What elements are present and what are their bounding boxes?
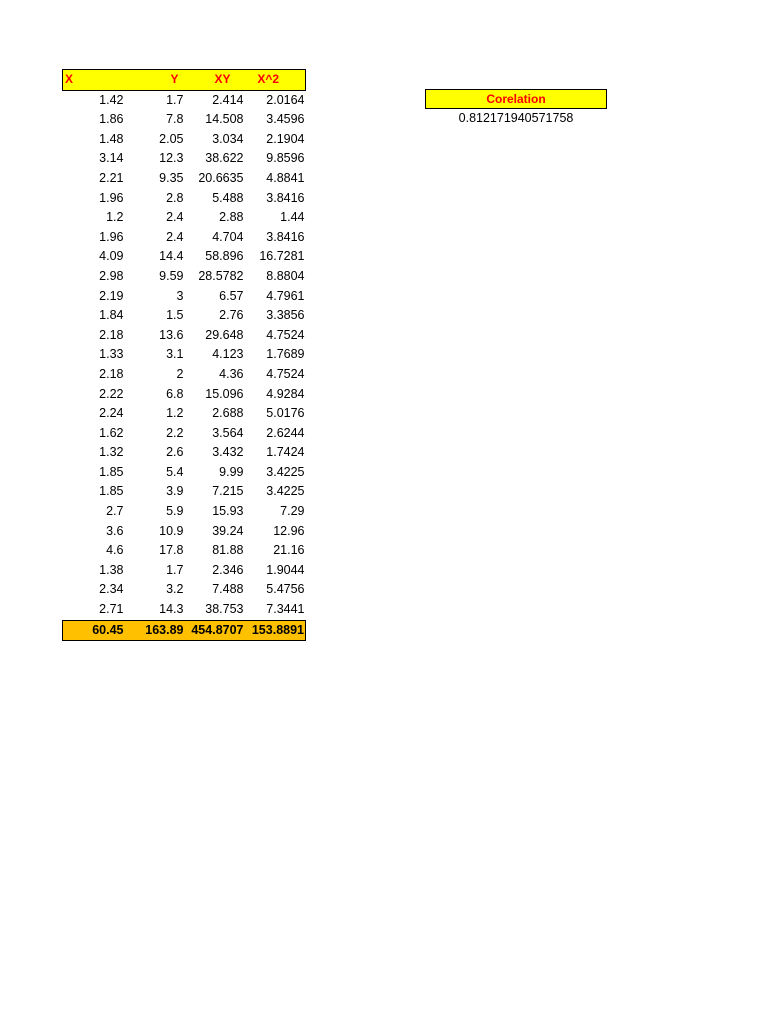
cell-y[interactable]: 3	[176, 288, 184, 303]
cell-xy[interactable]: 38.622	[205, 151, 244, 166]
cell-y[interactable]: 5.4	[166, 464, 184, 479]
cell-x[interactable]: 2.22	[99, 386, 124, 401]
table-row	[63, 90, 306, 110]
table-row	[63, 189, 306, 209]
cell-y[interactable]: 1.7	[166, 92, 184, 107]
cell-x[interactable]: 1.84	[99, 308, 124, 323]
cell-x-squared[interactable]: 3.4596	[266, 112, 305, 127]
cell-x-squared[interactable]: 4.7524	[266, 366, 305, 381]
table-row	[63, 267, 306, 287]
cell-y[interactable]: 2.4	[166, 210, 184, 225]
cell-y[interactable]: 2.05	[159, 131, 184, 146]
cell-x-squared[interactable]: 5.0176	[266, 406, 305, 421]
table-row	[63, 110, 306, 130]
cell-x[interactable]: 2.19	[99, 288, 124, 303]
total-x[interactable]: 60.45	[63, 620, 125, 641]
cell-x[interactable]: 3.14	[99, 151, 124, 166]
cell-xy[interactable]: 20.6635	[198, 170, 244, 185]
cell-xy[interactable]: 2.346	[212, 562, 244, 577]
cell-x[interactable]: 1.96	[99, 190, 124, 205]
table-row	[63, 463, 306, 483]
cell-x[interactable]: 1.85	[99, 484, 124, 499]
table-row	[63, 326, 306, 346]
cell-x-squared[interactable]: 1.7424	[266, 445, 305, 460]
cell-x-squared[interactable]: 2.0164	[266, 92, 305, 107]
table-row	[63, 385, 306, 405]
cell-y[interactable]: 17.8	[159, 543, 184, 558]
cell-x-squared[interactable]: 4.7961	[266, 288, 305, 303]
cell-xy[interactable]: 2.88	[219, 210, 244, 225]
table-row	[63, 345, 306, 365]
cell-x-squared[interactable]: 3.4225	[266, 464, 305, 479]
cell-y[interactable]: 1.2	[166, 406, 184, 421]
cell-xy[interactable]: 28.5782	[198, 268, 244, 283]
cell-x-squared[interactable]: 3.3856	[266, 308, 305, 323]
cell-x[interactable]: 2.24	[99, 406, 124, 421]
correlation-label[interactable]: Corelation	[425, 89, 607, 109]
cell-x-squared[interactable]: 2.1904	[266, 131, 305, 146]
cell-x[interactable]: 2.34	[99, 582, 124, 597]
cell-xy[interactable]: 6.57	[219, 288, 244, 303]
cell-x[interactable]: 2.18	[99, 327, 124, 342]
cell-y[interactable]: 3.1	[166, 347, 184, 362]
cell-x-squared[interactable]: 12.96	[273, 523, 305, 538]
cell-x-squared[interactable]: 8.8804	[266, 268, 305, 283]
cell-xy[interactable]: 14.508	[205, 112, 244, 127]
table-row	[63, 600, 306, 620]
total-x-squared[interactable]: 153.8891	[245, 620, 306, 641]
cell-x-squared[interactable]: 2.6244	[266, 425, 305, 440]
cell-y[interactable]: 9.59	[159, 268, 184, 283]
cell-x[interactable]: 1.86	[99, 112, 124, 127]
cell-x-squared[interactable]: 3.8416	[266, 229, 305, 244]
cell-xy[interactable]: 3.034	[212, 131, 244, 146]
cell-x[interactable]: 1.38	[99, 562, 124, 577]
table-row	[63, 149, 306, 169]
cell-y[interactable]: 2.6	[166, 445, 184, 460]
cell-xy[interactable]: 29.648	[205, 327, 244, 342]
cell-x-squared[interactable]: 21.16	[273, 543, 305, 558]
table-row	[63, 424, 306, 444]
cell-y[interactable]: 3.9	[166, 484, 184, 499]
cell-xy[interactable]: 38.753	[205, 602, 244, 617]
cell-x-squared[interactable]: 3.4225	[266, 484, 305, 499]
table-row	[63, 404, 306, 424]
header-row	[63, 70, 306, 91]
correlation-value[interactable]: 0.812171940571758	[458, 111, 574, 125]
cell-y[interactable]: 10.9	[159, 523, 184, 538]
cell-x[interactable]: 2.71	[99, 602, 124, 617]
cell-x[interactable]: 1.85	[99, 464, 124, 479]
cell-y[interactable]: 2.8	[166, 190, 184, 205]
table-body	[63, 90, 306, 620]
header-x[interactable]: X	[63, 70, 125, 91]
cell-xy[interactable]: 2.76	[219, 308, 244, 323]
cell-y[interactable]: 5.9	[166, 504, 184, 519]
cell-x-squared[interactable]: 1.7689	[266, 347, 305, 362]
total-y[interactable]: 163.89	[125, 620, 185, 641]
cell-x-squared[interactable]: 3.8416	[266, 190, 305, 205]
cell-y[interactable]: 1.7	[166, 562, 184, 577]
totals-row	[63, 620, 306, 641]
cell-y[interactable]: 6.8	[166, 386, 184, 401]
cell-x[interactable]: 1.2	[106, 210, 124, 225]
cell-xy[interactable]: 39.24	[212, 523, 244, 538]
cell-y[interactable]: 14.4	[159, 249, 184, 264]
cell-x[interactable]: 1.42	[99, 92, 124, 107]
cell-x-squared[interactable]: 9.8596	[266, 151, 305, 166]
cell-xy[interactable]: 4.36	[219, 366, 244, 381]
cell-y[interactable]: 1.5	[166, 308, 184, 323]
table-row	[63, 287, 306, 307]
total-xy[interactable]: 454.8707	[185, 620, 245, 641]
table-row	[63, 580, 306, 600]
cell-y[interactable]: 9.35	[159, 170, 184, 185]
table-row	[63, 561, 306, 581]
table-row	[63, 169, 306, 189]
cell-x-squared[interactable]: 4.8841	[266, 170, 305, 185]
table-row	[63, 365, 306, 385]
cell-x[interactable]: 2.18	[99, 366, 124, 381]
cell-y[interactable]: 2.2	[166, 425, 184, 440]
cell-x[interactable]: 1.32	[99, 445, 124, 460]
cell-x-squared[interactable]: 1.9044	[266, 562, 305, 577]
cell-xy[interactable]: 3.564	[212, 425, 244, 440]
cell-x-squared[interactable]: 4.7524	[266, 327, 305, 342]
table-row	[63, 306, 306, 326]
table-row	[63, 130, 306, 150]
cell-y[interactable]: 2	[176, 366, 184, 381]
table-row	[63, 228, 306, 248]
cell-xy[interactable]: 58.896	[205, 249, 244, 264]
cell-x[interactable]: 3.6	[106, 523, 124, 538]
cell-x-squared[interactable]: 5.4756	[266, 582, 305, 597]
cell-xy[interactable]: 9.99	[219, 464, 244, 479]
cell-xy[interactable]: 4.123	[212, 347, 244, 362]
data-table	[62, 69, 306, 641]
cell-x[interactable]: 1.62	[99, 425, 124, 440]
cell-x-squared[interactable]: 7.3441	[266, 602, 305, 617]
cell-x[interactable]: 1.96	[99, 229, 124, 244]
cell-y[interactable]: 7.8	[166, 112, 184, 127]
table-row	[63, 208, 306, 228]
cell-xy[interactable]: 5.488	[212, 190, 244, 205]
header-y[interactable]: Y	[125, 70, 185, 91]
cell-xy[interactable]: 2.688	[212, 406, 244, 421]
table-row	[63, 522, 306, 542]
cell-x-squared[interactable]: 7.29	[280, 504, 305, 519]
cell-x[interactable]: 1.33	[99, 347, 124, 362]
cell-y[interactable]: 13.6	[159, 327, 184, 342]
header-xy[interactable]: XY	[185, 70, 245, 91]
cell-x-squared[interactable]: 16.7281	[259, 249, 305, 264]
table-row	[63, 443, 306, 463]
cell-x[interactable]: 2.7	[106, 504, 124, 519]
header-x-squared[interactable]: X^2	[245, 70, 306, 91]
cell-y[interactable]: 12.3	[159, 151, 184, 166]
cell-xy[interactable]: 7.488	[212, 582, 244, 597]
cell-x[interactable]: 2.98	[99, 268, 124, 283]
table-row	[63, 541, 306, 561]
cell-x-squared[interactable]: 4.9284	[266, 386, 305, 401]
cell-x[interactable]: 4.09	[99, 249, 124, 264]
cell-x[interactable]: 1.48	[99, 131, 124, 146]
cell-y[interactable]: 2.4	[166, 229, 184, 244]
cell-xy[interactable]: 15.93	[212, 504, 244, 519]
cell-y[interactable]: 14.3	[159, 602, 184, 617]
cell-xy[interactable]: 15.096	[205, 386, 244, 401]
cell-x[interactable]: 2.21	[99, 170, 124, 185]
table-row	[63, 482, 306, 502]
cell-xy[interactable]: 81.88	[212, 543, 244, 558]
cell-x[interactable]: 4.6	[106, 543, 124, 558]
cell-xy[interactable]: 4.704	[212, 229, 244, 244]
cell-xy[interactable]: 2.414	[212, 92, 244, 107]
cell-xy[interactable]: 7.215	[212, 484, 244, 499]
table-row	[63, 502, 306, 522]
cell-x-squared[interactable]: 1.44	[280, 210, 305, 225]
cell-y[interactable]: 3.2	[166, 582, 184, 597]
cell-xy[interactable]: 3.432	[212, 445, 244, 460]
table-row	[63, 247, 306, 267]
